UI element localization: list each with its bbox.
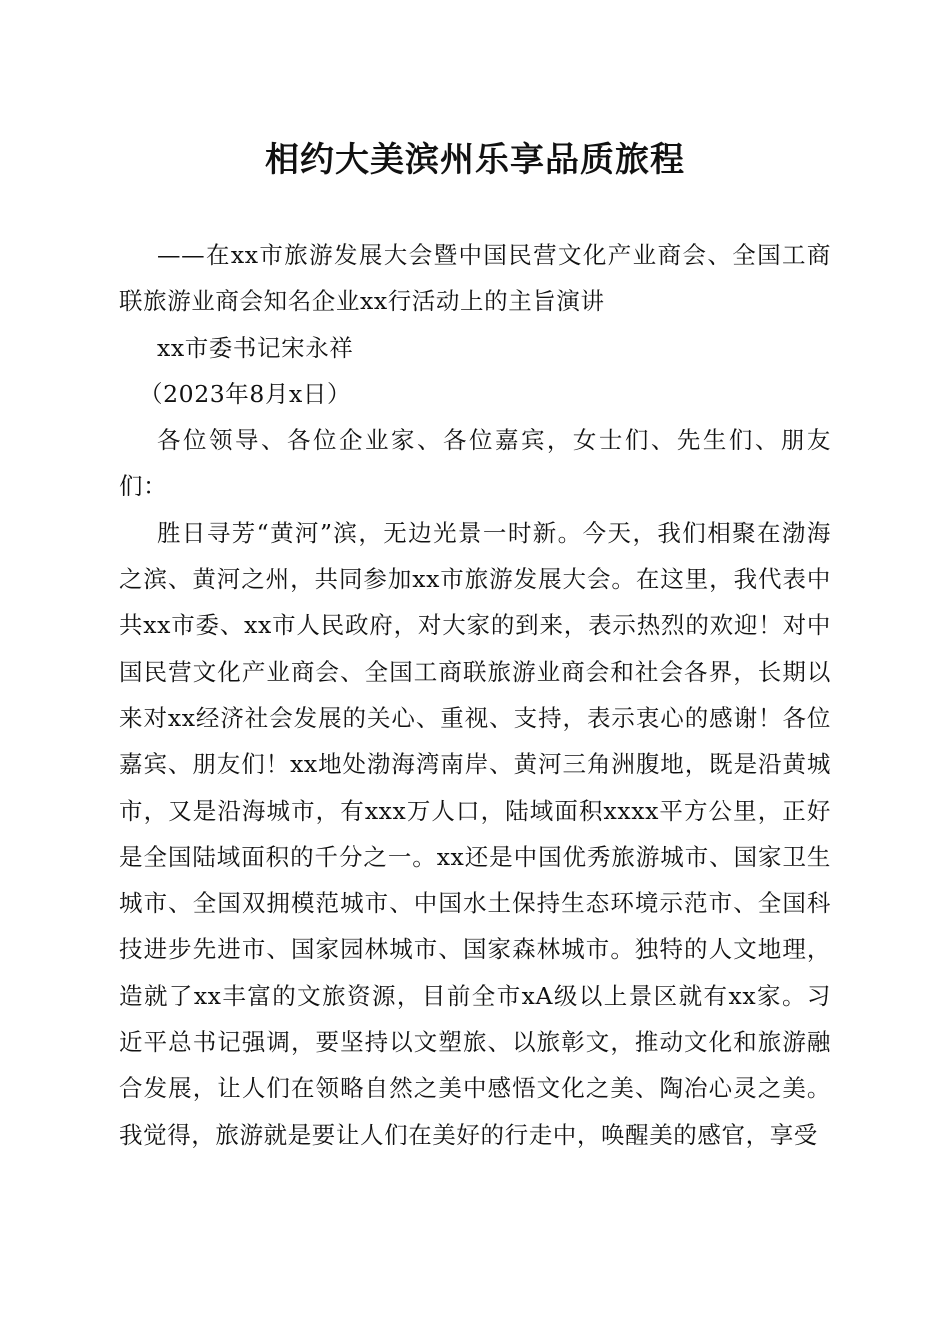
salutation: 各位领导、各位企业家、各位嘉宾，女士们、先生们、朋友们： <box>119 426 831 501</box>
document-body <box>119 232 831 1158</box>
speech-date: （2023年8月x日） <box>139 379 352 408</box>
speech-subtitle: ——在xx市旅游发展大会暨中国民营文化产业商会、全国工商联旅游业商会知名企业xx行活动上的主旨演讲 <box>119 241 831 316</box>
speaker-line: xx市委书记宋永祥 <box>157 333 354 362</box>
paragraph-1: 胜日寻芳“黄河”滨，无边光景一时新。今天，我们相聚在渤海之滨、黄河之州，共同参加xx市旅游发展大会。在这里，我代表中共xx市委、xx市人民政府，对大家的到来，表示热烈的欢迎！对中国民营文化产业商会、全国工商联旅游业商会和社会各界，长期以来对xx经济社会发展的关心、重视、支持，表示衷心的感谢！各位嘉宾、朋友们！xx地处渤海湾南岸、黄河三角洲腹地，既是沿黄城市，又是沿海城市，有xxx万人口，陆域面积xxxx平方公里，正好是全国陆域面积的千分之一。xx还是中国优秀旅游城市、国家卫生城市、全国双拥模范城市、中国水土保持生态环境示范市、全国科技进步先进市、国家园林城市、国家森林城市。独特的人文地理，造就了xx丰富的文旅资源，目前全市xA级以上景区就有xx家。习近平总书记强调，要坚持以文塑旅、以旅彰文，推动文化和旅游融合发展，让人们在领略自然之美中感悟文化之美、陶冶心灵之美。我觉得，旅游就是要让人们在美好的行走中，唤醒美的感官，享受 <box>119 518 831 1149</box>
document-title: 相约大美滨州乐享品质旅程 <box>265 140 685 180</box>
